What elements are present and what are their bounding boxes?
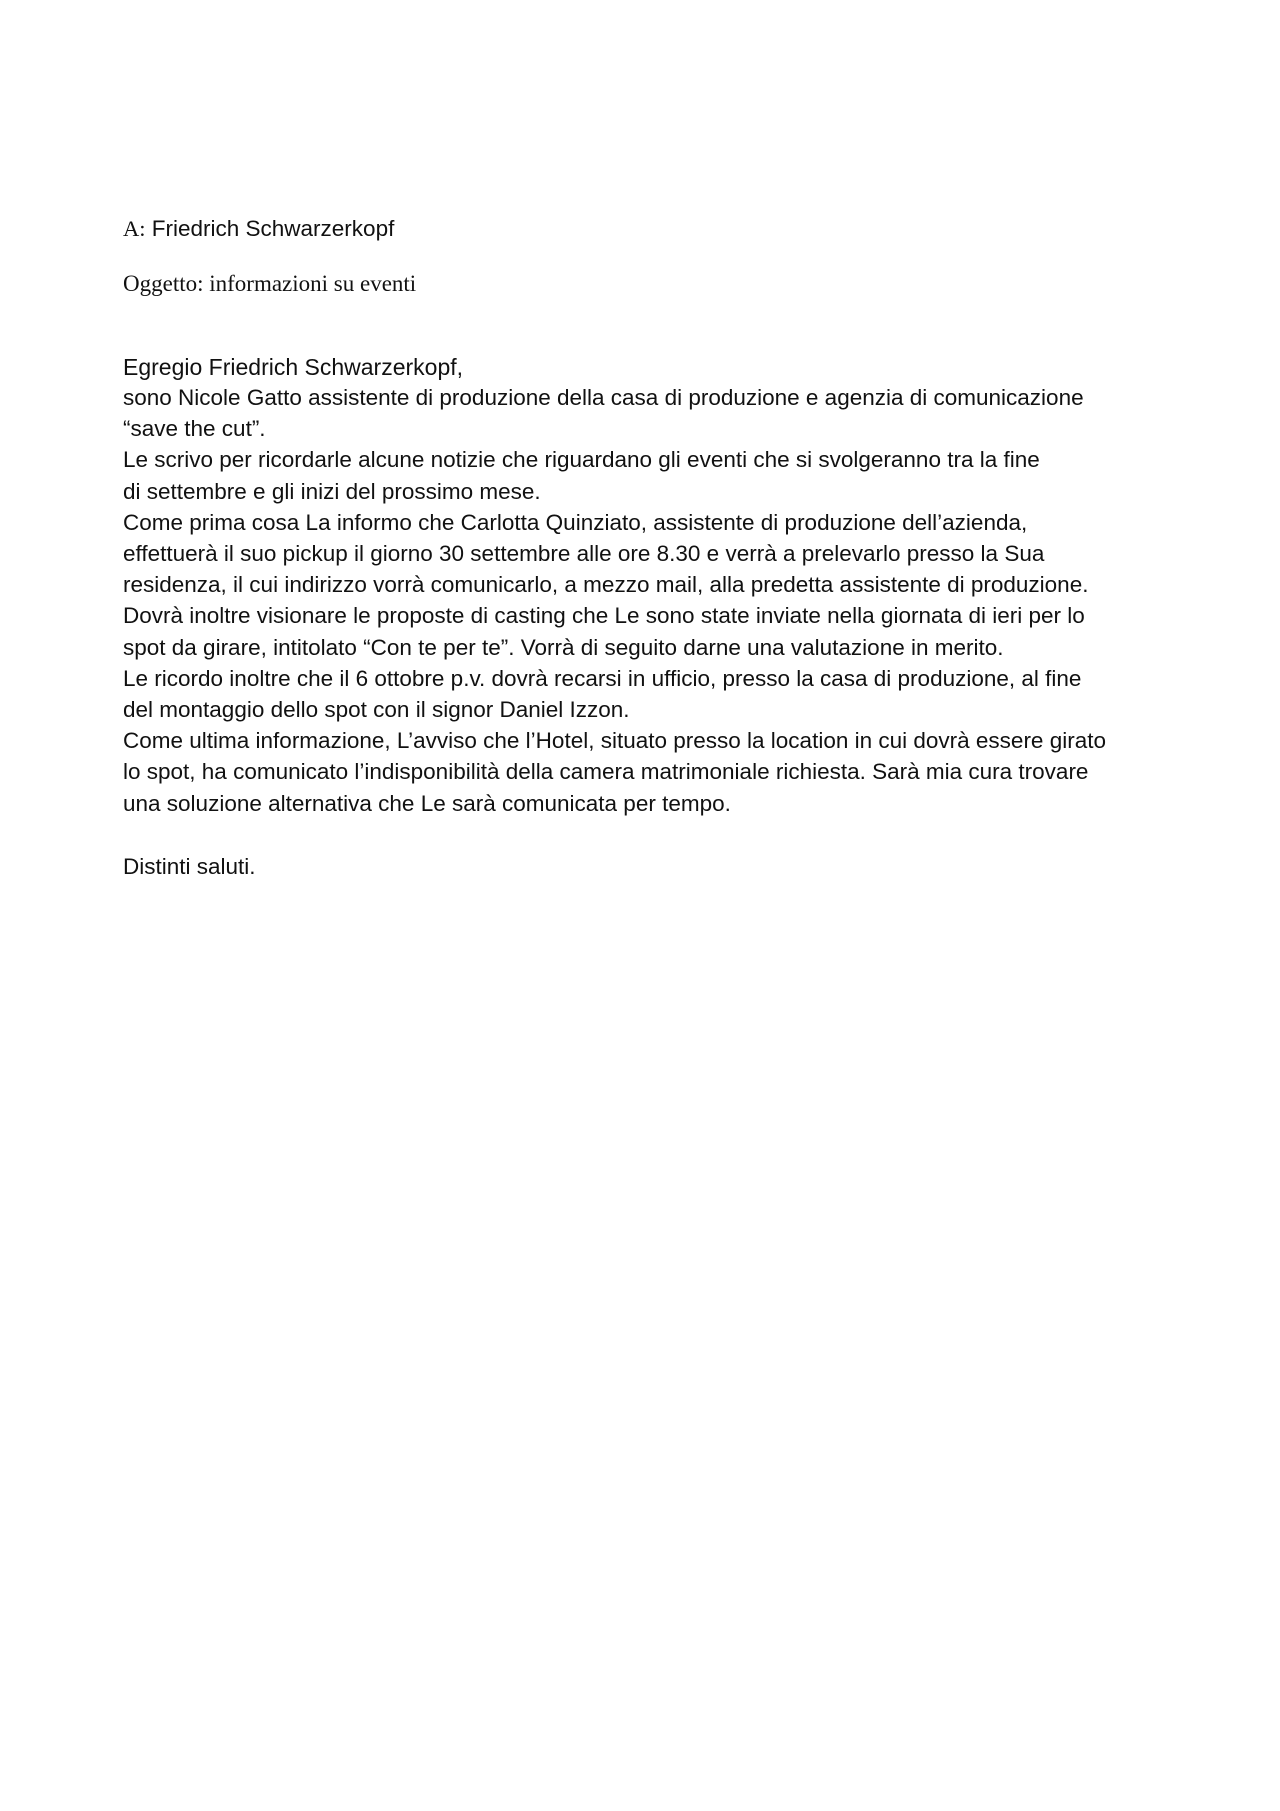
body-line: lo spot, ha comunicato l’indisponibilità della camera matrimoniale richiesta. Sarà mia cura trovare bbox=[123, 759, 1089, 785]
body-line: Come ultima informazione, L’avviso che l’Hotel, situato presso la location in cui dovrà essere girato bbox=[123, 728, 1106, 754]
body-line: “save the cut”. bbox=[123, 416, 266, 442]
greeting: Egregio Friedrich Schwarzerkopf, bbox=[123, 354, 464, 380]
body-line: Come prima cosa La informo che Carlotta Quinziato, assistente di produzione dell’azienda, bbox=[123, 509, 1028, 535]
subject-line: Oggetto: informazioni su eventi bbox=[123, 271, 417, 296]
body-line: sono Nicole Gatto assistente di produzione della casa di produzione e agenzia di comunicazione bbox=[123, 385, 1084, 410]
body-line: spot da girare, intitolato “Con te per te”. Vorrà di seguito darne una valutazione in merito. bbox=[123, 634, 1004, 660]
recipient-name: Friedrich Schwarzerkopf bbox=[145, 216, 395, 241]
body-line: effettuerà il suo pickup il giorno 30 settembre alle ore 8.30 e verrà a prelevarlo presso la Sua bbox=[123, 541, 1045, 567]
body-line: Le ricordo inoltre che il 6 ottobre p.v. dovrà recarsi in ufficio, presso la casa di produzione, al fine bbox=[123, 665, 1082, 691]
recipient-prefix: A: bbox=[123, 216, 146, 241]
body-line: del montaggio dello spot con il signor Daniel Izzon. bbox=[123, 697, 630, 723]
body-line: Le scrivo per ricordarle alcune notizie che riguardano gli eventi che si svolgeranno tra la fine bbox=[123, 447, 1040, 473]
recipient-line bbox=[123, 214, 1183, 244]
body-line: residenza, il cui indirizzo vorrà comunicarlo, a mezzo mail, alla predetta assistente di produzione. bbox=[123, 572, 1089, 598]
letter-body bbox=[123, 382, 1183, 819]
body-line: Dovrà inoltre visionare le proposte di casting che Le sono state inviate nella giornata di ieri per lo bbox=[123, 603, 1085, 629]
letter bbox=[123, 214, 1183, 882]
closing: Distinti saluti. bbox=[123, 853, 256, 879]
body-line: una soluzione alternativa che Le sarà comunicata per tempo. bbox=[123, 790, 731, 816]
body-line: di settembre e gli inizi del prossimo mese. bbox=[123, 478, 541, 504]
